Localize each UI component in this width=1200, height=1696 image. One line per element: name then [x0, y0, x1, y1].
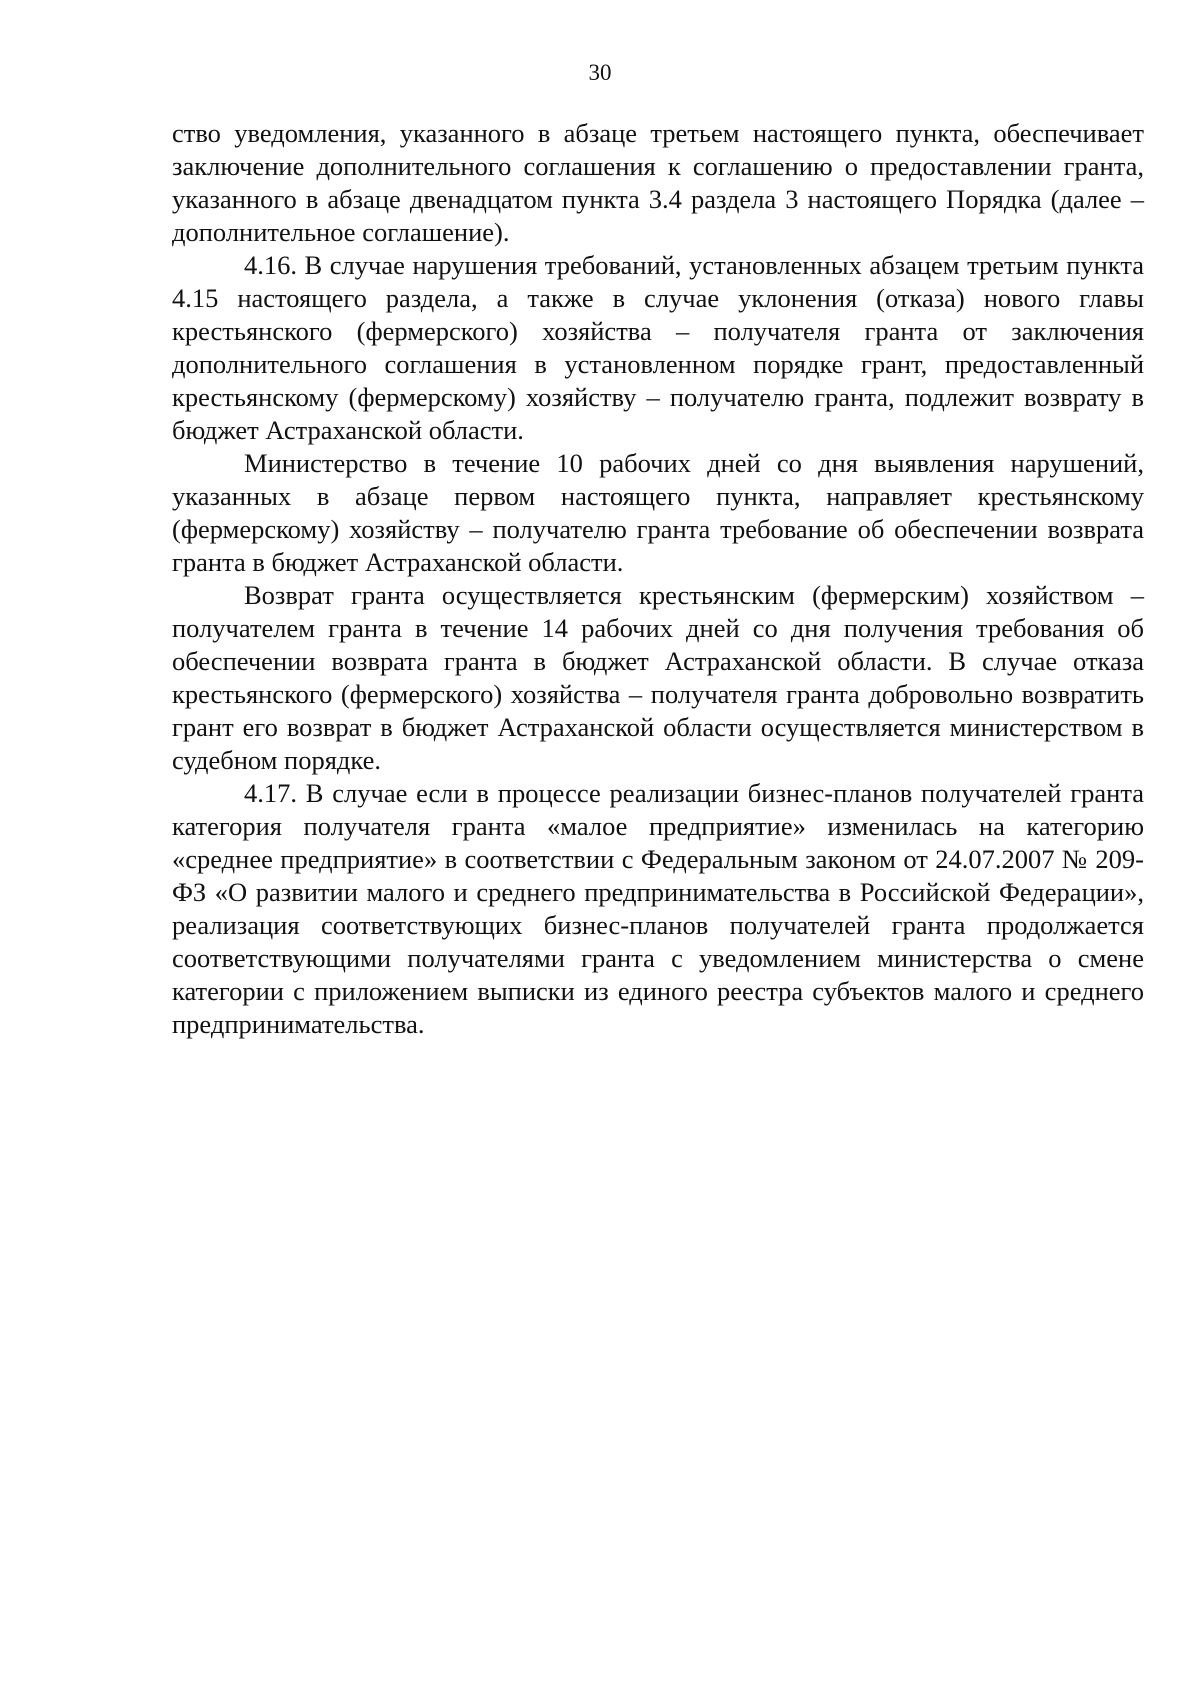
- paragraph-clause-4-16: 4.16. В случае нарушения требований, установленных абзацем третьим пункта 4.15 настоящего раздела, а также в случае уклонения (отказа) нового главы крестьянского (фермерского) хозяйства – получателя гранта от заключения дополнительного соглашения в установленном порядке грант, предоставленный крестьянскому (фермерскому) хозяйству – получателю гранта, подлежит возврату в бюджет Астраханской области.: [172, 250, 1144, 445]
- paragraph-clause-4-17: 4.17. В случае если в процессе реализации бизнес-планов получателей гранта категория получателя гранта «малое предприятие» изменилась на категорию «среднее предприятие» в соответствии с Федеральным законом от 24.07.2007 № 209-ФЗ «О развитии малого и среднего предпринимательства в Российской Федерации», реализация соответствующих бизнес-планов получателей гранта продолжается соответствующими получателями гранта с уведомлением министерства о смене категории с приложением выписки из единого реестра субъектов малого и среднего предпринимательства.: [172, 778, 1144, 1039]
- paragraph-continuation: ство уведомления, указанного в абзаце третьем настоящего пункта, обеспечивает заключение дополнительного соглашения к соглашению о предоставлении гранта, указанного в абзаце двенадцатом пункта 3.4 раздела 3 настоящего Порядка (далее – дополнительное соглашение).: [172, 118, 1144, 247]
- paragraph-grant-return: Возврат гранта осуществляется крестьянским (фермерским) хозяйством – получателем гранта в течение 14 рабочих дней со дня получения требования об обеспечении возврата гранта в бюджет Астраханской области. В случае отказа крестьянского (фермерского) хозяйства – получателя гранта добровольно возвратить грант его возврат в бюджет Астраханской области осуществляется министерством в судебном порядке.: [172, 580, 1144, 775]
- page-number: 30: [588, 60, 612, 85]
- document-body: [172, 117, 1144, 1041]
- paragraph-ministry-requirement: Министерство в течение 10 рабочих дней со дня выявления нарушений, указанных в абзаце первом настоящего пункта, направляет крестьянскому (фермерскому) хозяйству – получателю гранта требование об обеспечении возврата гранта в бюджет Астраханской области.: [172, 448, 1144, 577]
